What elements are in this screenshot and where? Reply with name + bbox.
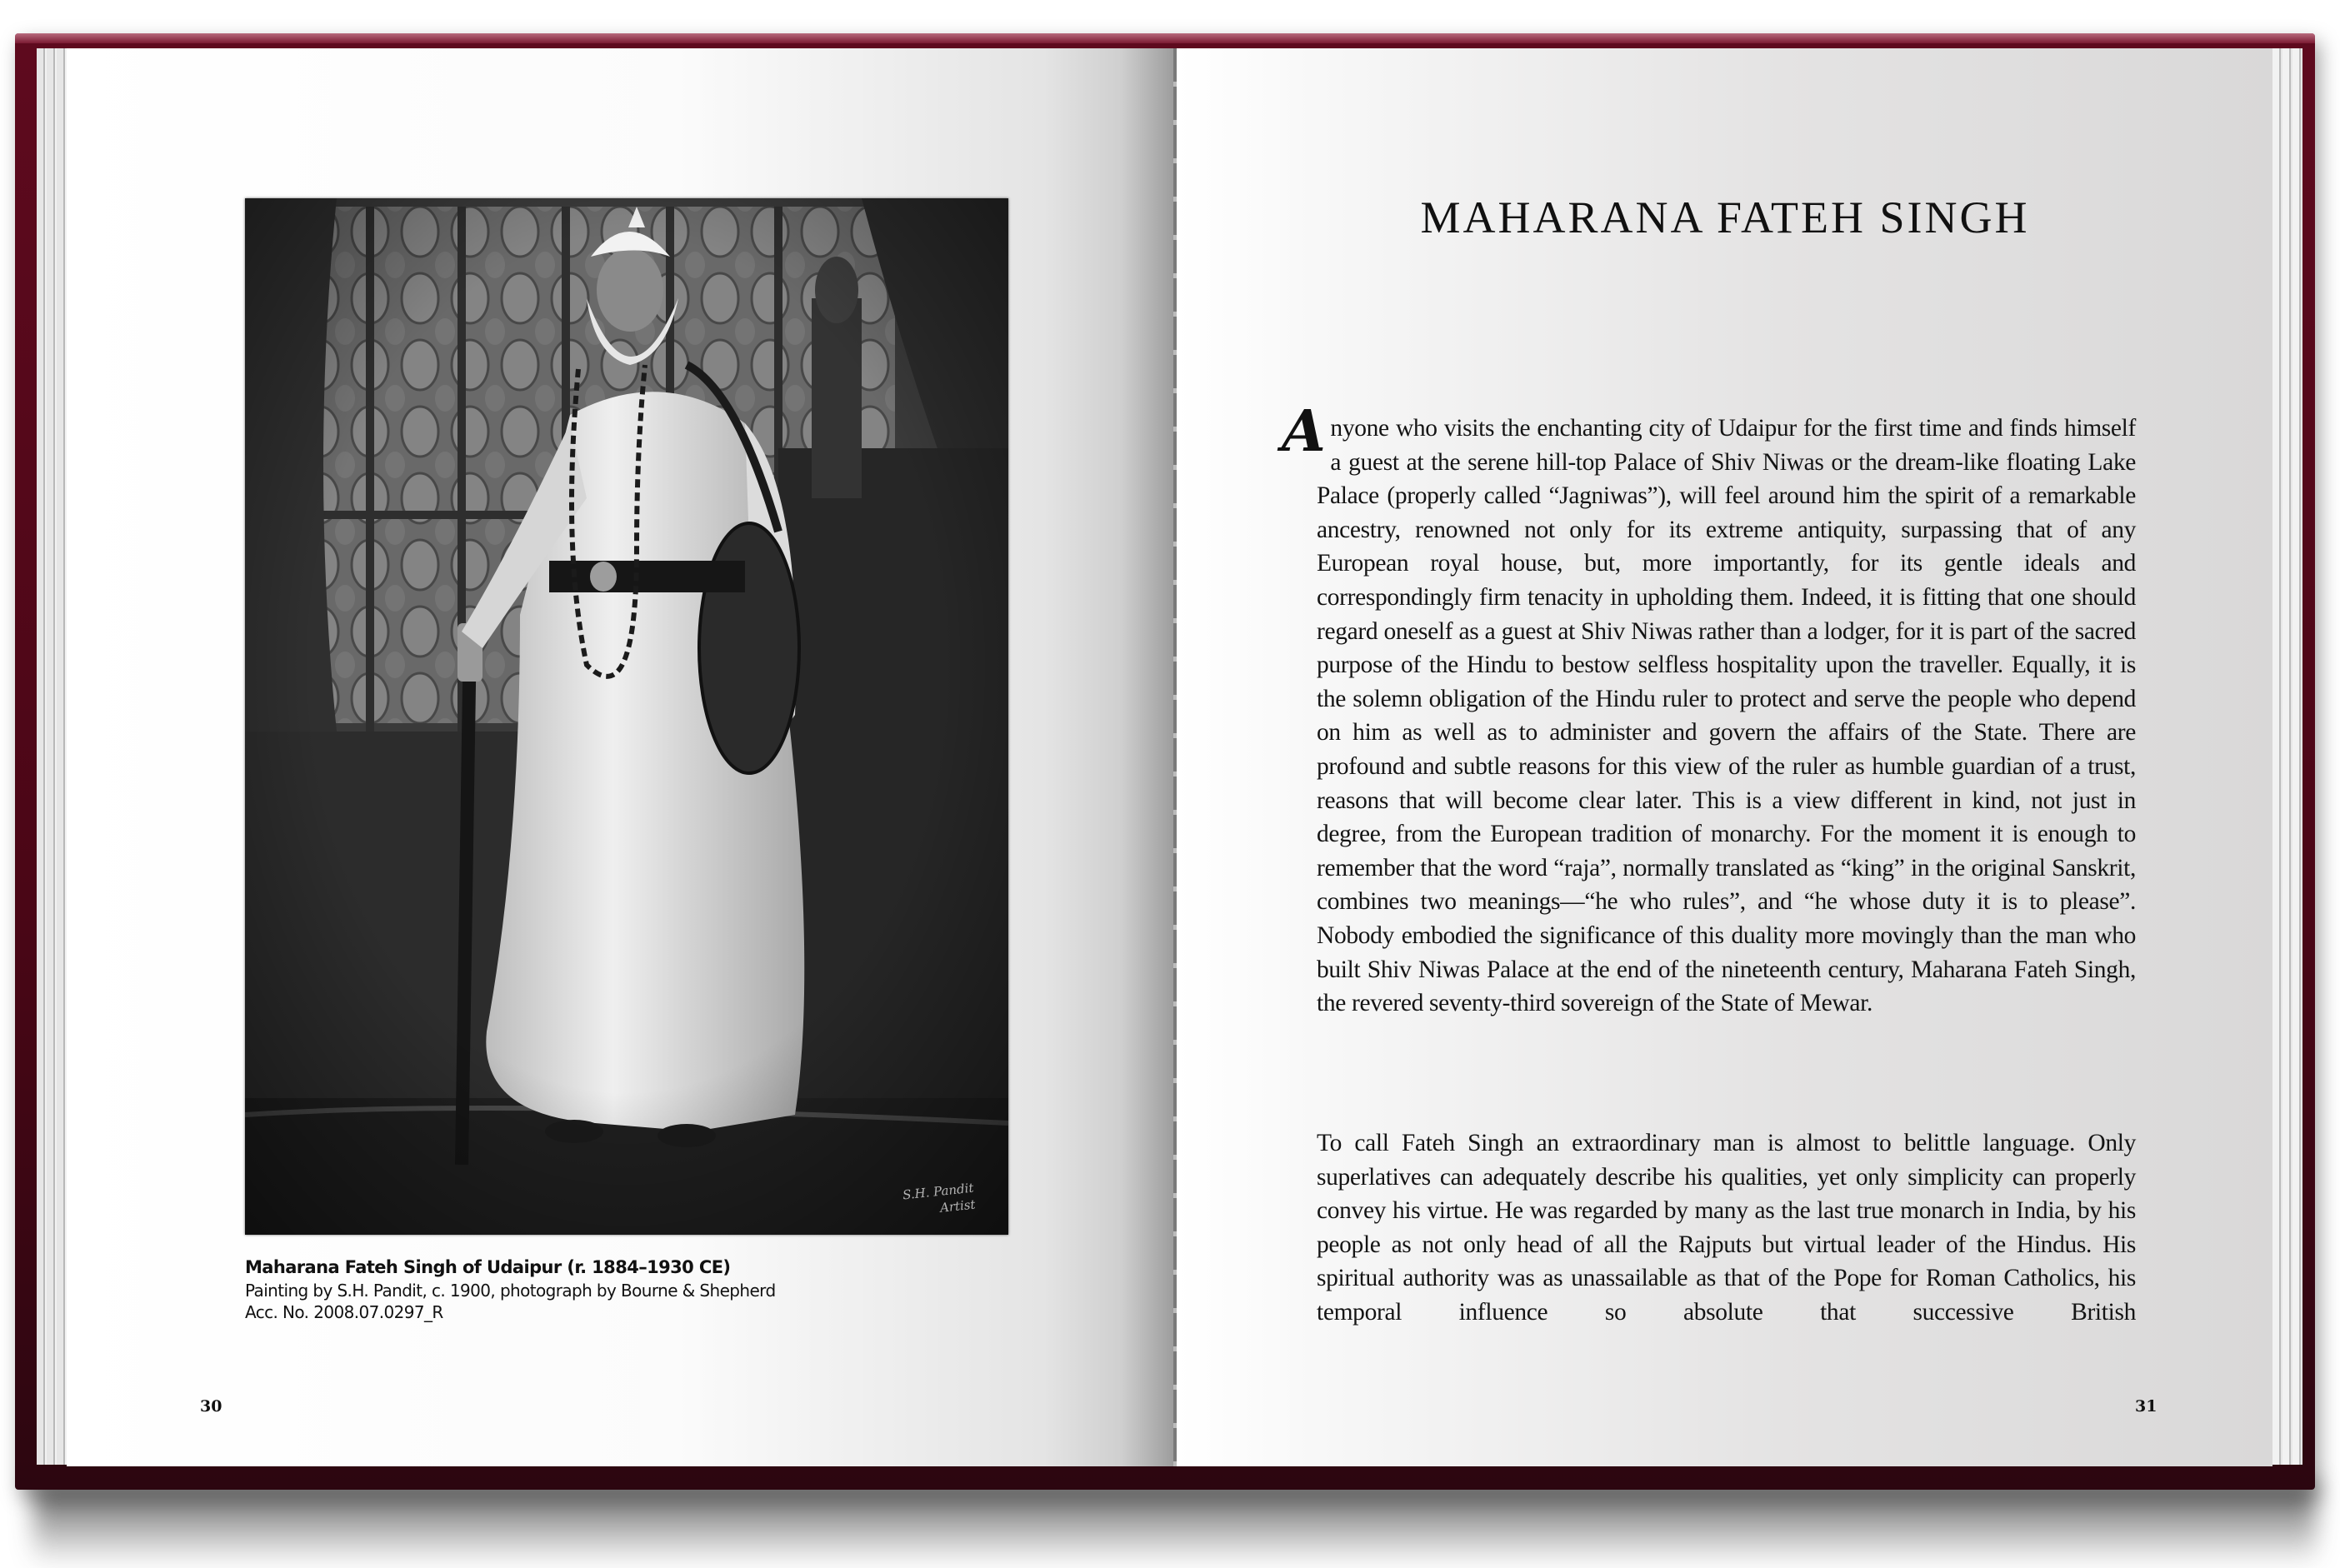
book-shadow [33,1483,2317,1566]
body-paragraph-2 [1317,1126,2136,1330]
signature-name: S.H. Pandit [902,1180,975,1203]
caption-credit: Painting by S.H. Pandit, c. 1900, photograph by Bourne & Shepherd [245,1281,776,1301]
body-paragraph-1 [1282,398,2136,1021]
paragraph-1-text: nyone who visits the enchanting city of Udaipur for the first time and finds himself a guest at the serene hill-top Palace of Shiv Niwas or the dream-like floating Lake Palace (properly called “Jagniwas”), will feel around him the spirit of a remarkable ancestry, renowned not only for its extreme antiquity, surpassing that of any European royal house, but, more importantly, for its gentle ideals and correspondingly firm tenacity in upholding them. Indeed, it is fitting that one should regard oneself as a guest at Shiv Niwas rather than a lodger, for it is part of the sacred purpose of the Hindu to bestow selfless hospitality upon the traveller. Equally, it is the solemn obligation of the Hindu ruler to protect and serve the people who depend on him as well as to administer and govern the affairs of the State. There are profound and subtle reasons for this view of the ruler as humble guardian of a trust, reasons that will become clear later. This is a view different in kind, not just in degree, from the European tradition of monarchy. For the moment it is enough to remember that the word “raja”, normally translated as “king” in the original Sanskrit, combines two meanings—“he who rules”, and “he whose duty it is to please”. Nobody embodied the significance of this duality more movingly than the man who built Shiv Niwas Palace at the end of the nineteenth century, Maharana Fateh Singh, the revered seventy-third sovereign of the State of Mewar. [1317,415,2136,1017]
signature-role: Artist [939,1196,977,1216]
caption-title: Maharana Fateh Singh of Udaipur (r. 1884–1930 CE) [245,1257,731,1277]
page-edges-right [2272,48,2302,1465]
portrait-photo [245,198,1008,1235]
chapter-title: MAHARANA FATEH SINGH [1420,192,2030,242]
page-edges-left [37,48,67,1465]
portrait-illustration [245,198,1008,1235]
photo-caption [245,1255,995,1323]
book-spine [1173,48,1177,1466]
caption-accession-number: Acc. No. 2008.07.0297_R [245,1302,443,1322]
page-number-right: 31 [2135,1397,2158,1416]
drop-cap: A [1282,398,1326,465]
page-number-left: 30 [200,1397,222,1416]
paragraph-2-text: To call Fateh Singh an extraordinary man is almost to belittle language. Only superlatives can adequately describe his qualities, yet only simplicity can properly convey his virtue. He was regarded by many as the last true monarch in India, by his people as not only head of all the Rajputs but virtual leader of the Hindus. His spiritual authority was as unassailable as that of the Pope for Roman Catholics, his temporal influence so absolute that successive British [1317,1130,2136,1326]
